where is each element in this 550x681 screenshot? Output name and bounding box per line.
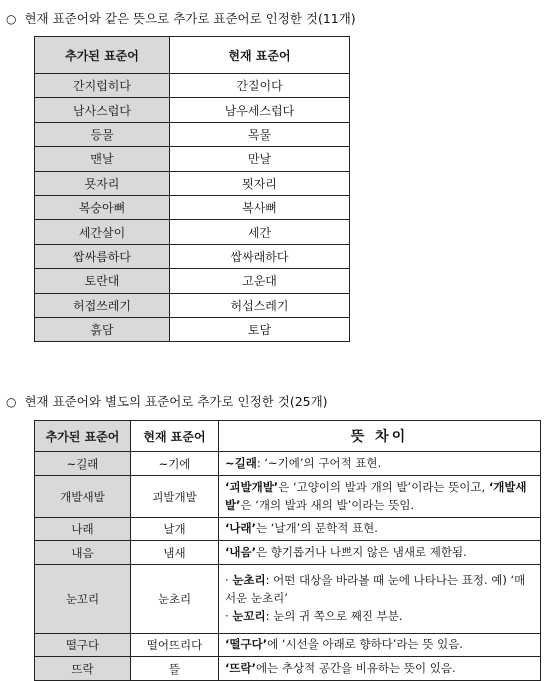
- added-word: 맨날: [35, 147, 170, 171]
- header-added: 추가된 표준어: [35, 37, 170, 74]
- added-word: ~길래: [35, 452, 131, 476]
- added-word: 떨구다: [35, 634, 131, 657]
- term: ‘내음’: [225, 544, 256, 559]
- term: ‘개발새발’: [225, 479, 527, 512]
- table-row: [35, 565, 541, 634]
- term: ‘떨구다’: [225, 637, 268, 652]
- added-word: 간지럽히다: [35, 74, 170, 98]
- added-word: 내음: [35, 541, 131, 565]
- current-word: 토담: [170, 317, 350, 341]
- term: ~길래: [225, 455, 257, 470]
- current-word: 날개: [131, 518, 219, 541]
- header-added: 추가된 표준어: [35, 421, 131, 452]
- current-word: 만날: [170, 147, 350, 171]
- standard-words-table-1: [34, 36, 350, 342]
- current-word: 냄새: [131, 541, 219, 565]
- added-word: 세간살이: [35, 220, 170, 244]
- header-current: 현재 표준어: [131, 421, 219, 452]
- term: ‘뜨락’: [225, 660, 256, 675]
- table-row: [35, 541, 541, 565]
- table-row: [35, 98, 350, 122]
- bullet-icon: ○: [6, 12, 17, 26]
- meaning-line: [225, 572, 534, 608]
- desc-text: : 눈의 귀 쪽으로 째진 부분.: [265, 608, 403, 623]
- section1-heading: [6, 9, 356, 27]
- current-word: 뜰: [131, 657, 219, 681]
- current-word: 세간: [170, 220, 350, 244]
- meaning-description: [219, 565, 541, 634]
- current-word: 쌉싸래하다: [170, 244, 350, 268]
- section2-title: 현재 표준어와 별도의 표준어로 추가로 인정한 것(25개): [24, 394, 328, 409]
- table-row: [35, 147, 350, 171]
- term: 눈꼬리: [232, 608, 266, 623]
- table-row: [35, 220, 350, 244]
- current-word: 복사뼈: [170, 195, 350, 219]
- section2-heading: [6, 392, 328, 410]
- meaning-description: [219, 476, 541, 518]
- table-row: [35, 476, 541, 518]
- added-word: 복숭아뼈: [35, 195, 170, 219]
- added-word: 묫자리: [35, 171, 170, 195]
- table-row: [35, 269, 350, 293]
- added-word: 나래: [35, 518, 131, 541]
- added-word: 쌉싸름하다: [35, 244, 170, 268]
- desc-text: 는 ‘날개’의 문학적 표현.: [255, 521, 378, 536]
- meaning-description: [219, 452, 541, 476]
- table-row: [35, 244, 350, 268]
- table-row: [35, 74, 350, 98]
- desc-text: : ‘~기에’의 구어적 표현.: [256, 455, 382, 470]
- bullet-icon: ○: [6, 395, 17, 409]
- table-row: [35, 195, 350, 219]
- header-current: 현재 표준어: [170, 37, 350, 74]
- term: 눈초리: [232, 573, 266, 588]
- added-word: 뜨락: [35, 657, 131, 681]
- current-word: ~기에: [131, 452, 219, 476]
- table-row: [35, 657, 541, 681]
- desc-text: 은 ‘고양이의 발과 개의 발’이라는 뜻이고,: [278, 479, 489, 494]
- current-word: 고운대: [170, 269, 350, 293]
- desc-text: 에 ‘시선을 아래로 향하다’라는 뜻 있음.: [267, 637, 463, 652]
- added-word: 개발새발: [35, 476, 131, 518]
- current-word: 떨어뜨리다: [131, 634, 219, 657]
- current-word: 괴발개발: [131, 476, 219, 518]
- current-word: 간질이다: [170, 74, 350, 98]
- header-meaning-diff: 뜻 차이: [219, 421, 541, 452]
- meaning-description: [219, 657, 541, 681]
- table-header-row: [35, 421, 541, 452]
- meaning-line: [225, 608, 534, 626]
- added-word: 등물: [35, 122, 170, 146]
- current-word: 목물: [170, 122, 350, 146]
- standard-words-table-2: [34, 420, 541, 681]
- bullet-icon: ·: [225, 608, 229, 623]
- desc-text: 에는 추상적 공간을 비유하는 뜻이 있음.: [255, 660, 456, 675]
- table1-body: [35, 74, 350, 342]
- meaning-description: [219, 541, 541, 565]
- table-row: [35, 634, 541, 657]
- term: ‘나래’: [225, 521, 256, 536]
- meaning-description: [219, 518, 541, 541]
- current-word: 묏자리: [170, 171, 350, 195]
- desc-text: 은 향기롭거나 나쁘지 않은 냄새로 제한됨.: [255, 544, 467, 559]
- meaning-description: [219, 634, 541, 657]
- current-word: 눈초리: [131, 565, 219, 634]
- table-header-row: [35, 37, 350, 74]
- table-row: [35, 317, 350, 341]
- section1-title: 현재 표준어와 같은 뜻으로 추가로 표준어로 인정한 것(11개): [24, 11, 356, 26]
- table-row: [35, 293, 350, 317]
- desc-text: : 어떤 대상을 바라볼 때 눈에 나타나는 표정. 예) ‘매서운 눈초리’: [225, 573, 526, 606]
- table-row: [35, 171, 350, 195]
- added-word: 흙담: [35, 317, 170, 341]
- current-word: 남우세스럽다: [170, 98, 350, 122]
- added-word: 남사스럽다: [35, 98, 170, 122]
- table-row: [35, 452, 541, 476]
- term: ‘괴발개발’: [225, 479, 279, 494]
- desc-text: 은 ‘개의 발과 새의 발’이라는 뜻임.: [240, 497, 415, 512]
- table-row: [35, 122, 350, 146]
- bullet-icon: ·: [225, 573, 229, 588]
- added-word: 허접쓰레기: [35, 293, 170, 317]
- added-word: 토란대: [35, 269, 170, 293]
- table-row: [35, 518, 541, 541]
- added-word: 눈꼬리: [35, 565, 131, 634]
- current-word: 허섭스레기: [170, 293, 350, 317]
